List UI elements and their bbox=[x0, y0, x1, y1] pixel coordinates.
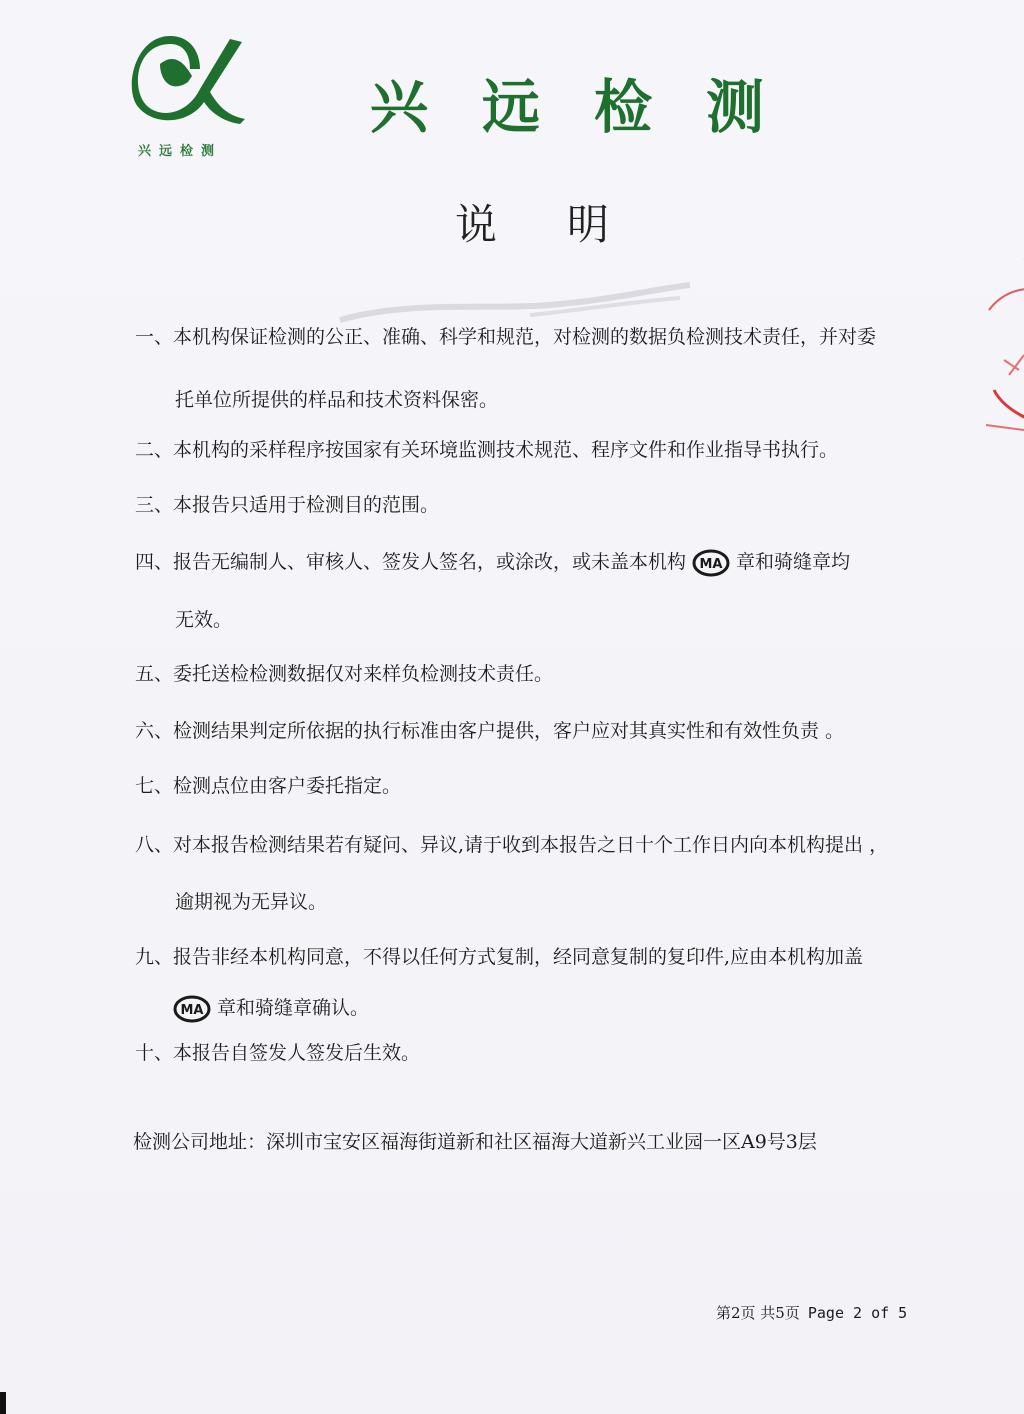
page-number-cn: 第2页 共5页 bbox=[716, 1304, 800, 1322]
company-address: 检测公司地址：深圳市宝安区福海街道新和社区福海大道新兴工业园一区A9号3层 bbox=[133, 1131, 817, 1153]
clause-9 bbox=[135, 942, 863, 1023]
cma-seal-icon bbox=[692, 549, 730, 577]
clause-text: 对本报告检测结果若有疑问、异议,请于收到本报告之日十个工作日内向本机构提出 ， bbox=[173, 834, 889, 856]
clause-text: 委托送检检测数据仅对来样负检测技术责任。 bbox=[173, 663, 554, 685]
clause-7 bbox=[135, 771, 401, 798]
clause-text: 检测点位由客户委托指定。 bbox=[173, 775, 402, 797]
clause-continuation: 无效。 bbox=[175, 609, 233, 631]
clause-number: 九、 bbox=[135, 946, 174, 968]
clause-text: 检测结果判定所依据的执行标准由客户提供，客户应对其真实性和有效性负责 。 bbox=[173, 720, 845, 742]
clause-3 bbox=[135, 490, 439, 517]
red-seal-stamp-icon bbox=[984, 250, 1024, 450]
clause-text: 本机构保证检测的公正、准确、科学和规范，对检测的数据负检测技术责任，并对委 bbox=[173, 326, 877, 348]
svg-text:MA: MA bbox=[699, 557, 723, 572]
clause-number: 六、 bbox=[135, 720, 174, 742]
page-number-en: Page 2 of 5 bbox=[807, 1304, 908, 1322]
clause-continuation: 托单位所提供的样品和技术资料保密。 bbox=[175, 389, 499, 411]
clause-text-after: 章和骑缝章确认。 bbox=[217, 997, 370, 1019]
company-logo-icon bbox=[130, 34, 245, 124]
clause-text: 报告非经本机构同意，不得以任何方式复制，经同意复制的复印件,应由本机构加盖 bbox=[173, 946, 864, 968]
clause-1 bbox=[135, 322, 876, 412]
clause-10 bbox=[135, 1038, 420, 1065]
clause-text: 报告无编制人、审核人、签发人签名，或涂改，或未盖本机构 bbox=[173, 551, 687, 573]
page-number bbox=[716, 1302, 907, 1323]
clause-number: 三、 bbox=[135, 494, 174, 516]
clause-text: 本机构的采样程序按国家有关环境监测技术规范、程序文件和作业指导书执行。 bbox=[173, 439, 839, 461]
clause-number: 一、 bbox=[135, 326, 174, 348]
clause-number: 二、 bbox=[135, 439, 174, 461]
clause-2 bbox=[135, 435, 838, 462]
clause-number: 四、 bbox=[135, 551, 174, 573]
page-title: 说明 bbox=[455, 200, 680, 249]
clause-number: 五、 bbox=[135, 663, 174, 685]
clause-number: 八、 bbox=[135, 834, 174, 856]
clause-continuation bbox=[135, 993, 863, 1023]
cma-seal-icon bbox=[173, 995, 211, 1023]
clause-6 bbox=[135, 716, 844, 743]
clause-text: 本报告只适用于检测目的范围。 bbox=[173, 494, 440, 516]
clause-text-after: 章和骑缝章均 bbox=[736, 551, 851, 573]
svg-text:MA: MA bbox=[180, 1003, 204, 1018]
clause-text: 本报告自签发人签发后生效。 bbox=[173, 1042, 421, 1064]
company-name: 兴远检测 bbox=[370, 73, 819, 141]
clause-continuation: 逾期视为无异议。 bbox=[175, 891, 328, 913]
clause-8 bbox=[135, 830, 888, 914]
logo-caption: 兴远检测 bbox=[138, 144, 223, 159]
clause-5 bbox=[135, 659, 553, 686]
clause-number: 七、 bbox=[135, 775, 174, 797]
scan-edge-mark bbox=[0, 1392, 6, 1414]
clause-4 bbox=[135, 547, 850, 632]
clause-number: 十、 bbox=[135, 1042, 174, 1064]
